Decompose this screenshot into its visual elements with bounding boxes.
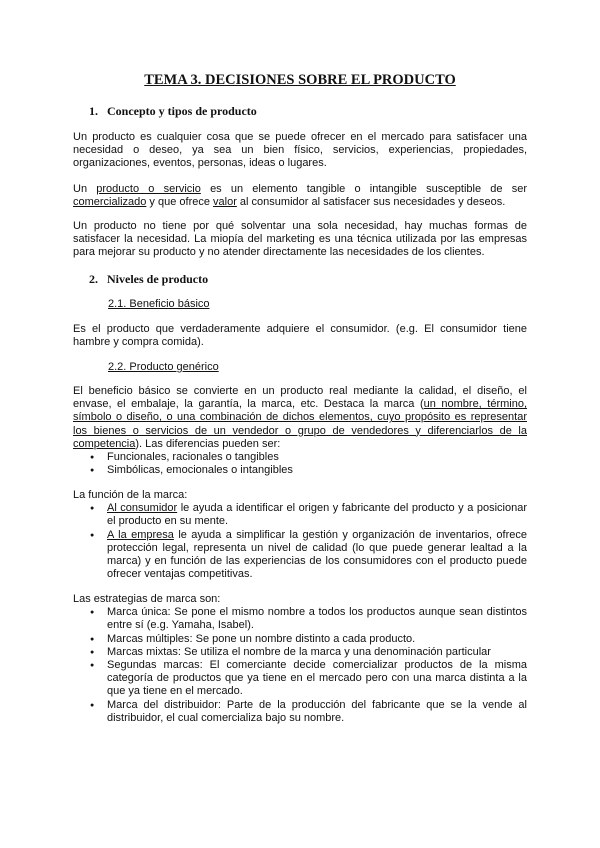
list-item: ● Simbólicas, emocionales o intangibles [73,464,527,477]
underlined-text: producto o servicio [96,183,201,195]
paragraph [73,385,527,477]
section-label: Niveles de producto [107,272,209,286]
list-item [73,529,527,582]
page-title: TEMA 3. DECISIONES SOBRE EL PRODUCTO [144,72,456,88]
bullet-list [73,451,527,477]
paragraph: Es el producto que verdaderamente adquiere el consumidor. (e.g. El consumidor tiene hambre y compra comida). [73,323,527,349]
section-number: 1. [89,104,98,118]
underlined-text: valor [213,196,237,209]
list-item: ● Marcas mixtas: Se utiliza el nombre de la marca y una denominación particular [73,646,527,659]
paragraph: Un producto no tiene por qué solventar una sola necesidad, hay muchas formas de satisfacer la necesidad. La miopía del marketing es una técnica utilizada por las empresas para mejorar su producto y no atender directamente las necesidades de los clientes. [73,220,527,259]
list-item: ● Marca única: Se pone el mismo nombre a todos los productos aunque sean distintos entre sí (e.g. Yamaha, Isabel). [73,606,527,632]
section-heading-2 [89,272,208,287]
paragraph: Un producto es cualquier cosa que se puede ofrecer en el mercado para satisfacer una necesidad o deseo, ya sea un bien físico, servicios, experiencias, propiedades, organizaciones, eventos, personas, ideas o lugares. [73,131,527,170]
paragraph [73,489,527,581]
subsection-heading: 2.1. Beneficio básico [108,298,210,310]
list-item: ● Marcas múltiples: Se pone un nombre distinto a cada producto. [73,633,527,646]
paragraph [73,593,527,725]
underlined-text: un nombre, término, símbolo o diseño, o una combinación de dichos elementos, cuyo propósito es representar los bienes o servicios de un vendedor o grupo de vendedores y diferenciarlos de la competencia [73,398,528,450]
text: y que ofrece [146,196,214,209]
text: es un elemento tangible o intangible susceptible de ser [200,183,528,195]
text: El beneficio básico se convierte en un producto real mediante la calidad, el diseño, el envase, el embalaje, la garantía, la marca, etc. Destaca la marca ( [73,385,527,411]
underlined-text: comercializado [73,196,147,209]
section-heading-1 [89,104,257,119]
underlined-text: Al consumidor [107,502,178,515]
section-label: Concepto y tipos de producto [107,104,257,118]
underlined-text: A la empresa [107,528,174,541]
list-item: ● Segundas marcas: El comerciante decide comercializar productos de la misma categoría de productos que ya tiene en el mercado pero con una marca distinta a la que ya tiene en el mercado. [73,659,527,699]
paragraph [73,183,527,209]
list-item: ● Marca del distribuidor: Parte de la producción del fabricante que se la vende al distribuidor, el cual comercializa bajo su nombre. [73,699,527,725]
text: al consumidor al satisfacer sus necesidades y deseos. [236,196,506,209]
text: Un [73,183,97,195]
list-intro: Las estrategias de marca son: [73,593,221,605]
text: ). Las diferencias pueden ser: [135,437,281,450]
bullet-list [73,606,527,725]
list-item: ● Funcionales, racionales o tangibles [73,451,527,464]
text: le ayuda a identificar el origen y fabricante del producto y a posicionar el producto en su mente. [107,502,527,528]
subsection-heading: 2.2. Producto genérico [108,361,219,373]
list-intro: La función de la marca: [73,489,188,501]
bullet-list [73,502,527,581]
text: le ayuda a simplificar la gestión y organización de inventarios, ofrece protección legal, representa un nivel de calidad (lo que puede generar lealtad a la marca) y en función de las experiencias de los consumidores con el producto puede ofrecer ventajas competitivas. [107,528,527,581]
section-number: 2. [89,272,98,286]
list-item [73,502,527,528]
